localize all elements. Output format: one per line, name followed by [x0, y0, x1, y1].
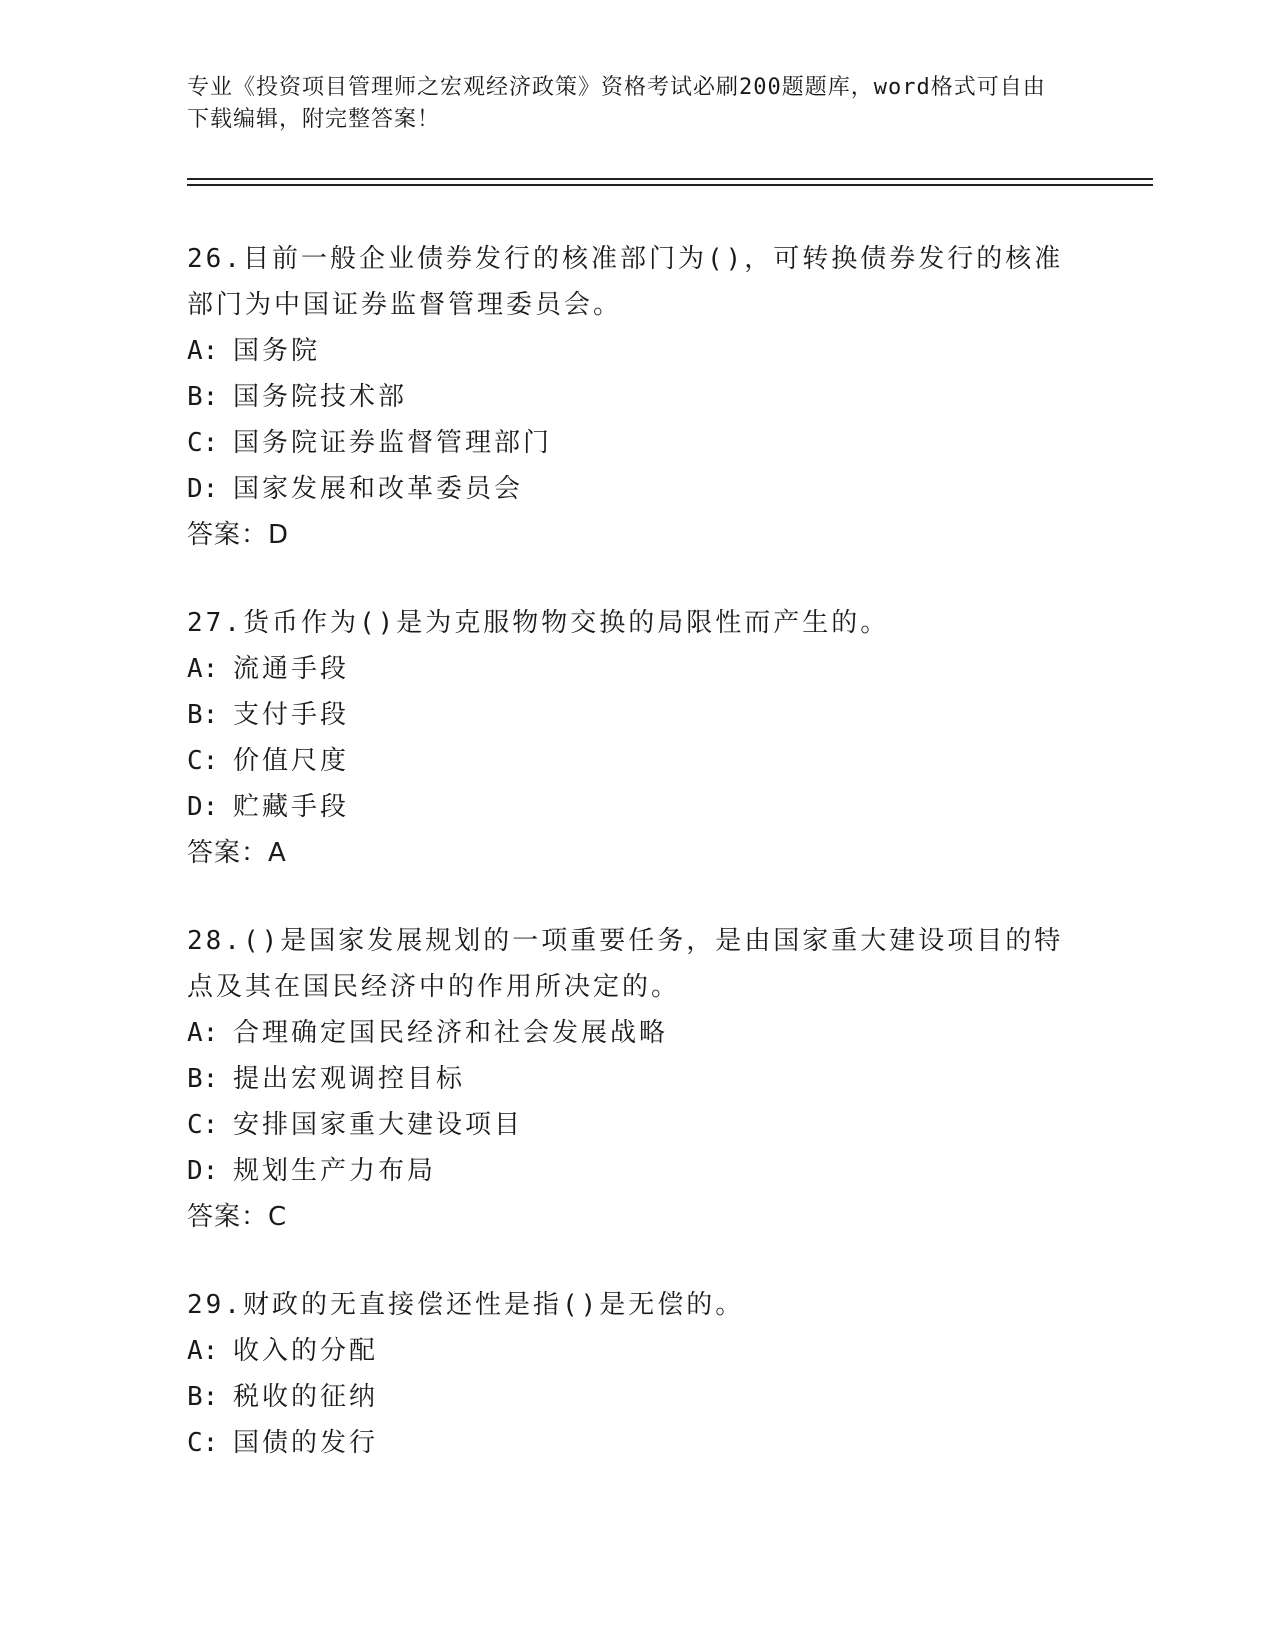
- question-27: [187, 600, 1087, 876]
- option-text: 收入的分配: [233, 1336, 379, 1366]
- option-text: 规划生产力布局: [233, 1156, 437, 1186]
- question-29: [187, 1282, 1087, 1466]
- question-stem: 27.货币作为()是为克服物物交换的局限性而产生的。: [187, 608, 890, 638]
- option-text: 税收的征纳: [233, 1382, 379, 1412]
- question-list: [187, 236, 1087, 1508]
- option-letter: B:: [187, 1382, 219, 1412]
- option-text: 价值尺度: [233, 746, 350, 776]
- question-stem: 28.()是国家发展规划的一项重要任务，是由国家重大建设项目的特点及其在国民经济中的作用所决定的。: [187, 926, 1064, 1002]
- question-26: [187, 236, 1087, 558]
- option-d: [187, 466, 1087, 512]
- option-text: 国务院技术部: [233, 382, 408, 412]
- option-b: [187, 1374, 1087, 1420]
- option-letter: C:: [187, 746, 219, 776]
- option-letter: B:: [187, 700, 219, 730]
- option-b: [187, 1056, 1087, 1102]
- option-letter: D:: [187, 792, 219, 822]
- question-stem: 29.财政的无直接偿还性是指()是无偿的。: [187, 1290, 745, 1320]
- option-b: [187, 692, 1087, 738]
- option-b: [187, 374, 1087, 420]
- header-divider-bottom: [187, 184, 1153, 186]
- option-text: 支付手段: [233, 700, 350, 730]
- option-d: [187, 784, 1087, 830]
- option-letter: A:: [187, 1336, 219, 1366]
- option-c: [187, 420, 1087, 466]
- option-letter: A:: [187, 654, 219, 684]
- option-letter: D:: [187, 474, 219, 504]
- option-text: 国务院: [233, 336, 321, 366]
- option-a: [187, 1010, 1087, 1056]
- option-text: 国务院证券监督管理部门: [233, 428, 553, 458]
- answer-line: 答案：D: [187, 520, 290, 550]
- option-letter: C:: [187, 1428, 219, 1458]
- option-text: 提出宏观调控目标: [233, 1064, 466, 1094]
- option-c: [187, 738, 1087, 784]
- option-letter: B:: [187, 382, 219, 412]
- option-a: [187, 646, 1087, 692]
- option-letter: A:: [187, 1018, 219, 1048]
- option-text: 安排国家重大建设项目: [233, 1110, 524, 1140]
- question-stem: 26.目前一般企业债券发行的核准部门为()，可转换债券发行的核准部门为中国证券监督管理委员会。: [187, 244, 1064, 320]
- option-text: 国家发展和改革委员会: [233, 474, 524, 504]
- option-letter: B:: [187, 1064, 219, 1094]
- option-c: [187, 1420, 1087, 1466]
- option-d: [187, 1148, 1087, 1194]
- option-letter: C:: [187, 428, 219, 458]
- option-letter: A:: [187, 336, 219, 366]
- option-letter: C:: [187, 1110, 219, 1140]
- option-a: [187, 1328, 1087, 1374]
- answer-line: 答案：C: [187, 1202, 288, 1232]
- question-28: [187, 918, 1087, 1240]
- option-text: 国债的发行: [233, 1428, 379, 1458]
- intro-text: 专业《投资项目管理师之宏观经济政策》资格考试必刷200题题库，word格式可自由下载编辑，附完整答案！: [187, 75, 1046, 132]
- option-a: [187, 328, 1087, 374]
- option-letter: D:: [187, 1156, 219, 1186]
- option-c: [187, 1102, 1087, 1148]
- option-text: 流通手段: [233, 654, 350, 684]
- answer-line: 答案：A: [187, 838, 287, 868]
- document-intro: [187, 72, 1067, 136]
- option-text: 合理确定国民经济和社会发展战略: [233, 1018, 669, 1048]
- option-text: 贮藏手段: [233, 792, 350, 822]
- header-divider-top: [187, 178, 1153, 180]
